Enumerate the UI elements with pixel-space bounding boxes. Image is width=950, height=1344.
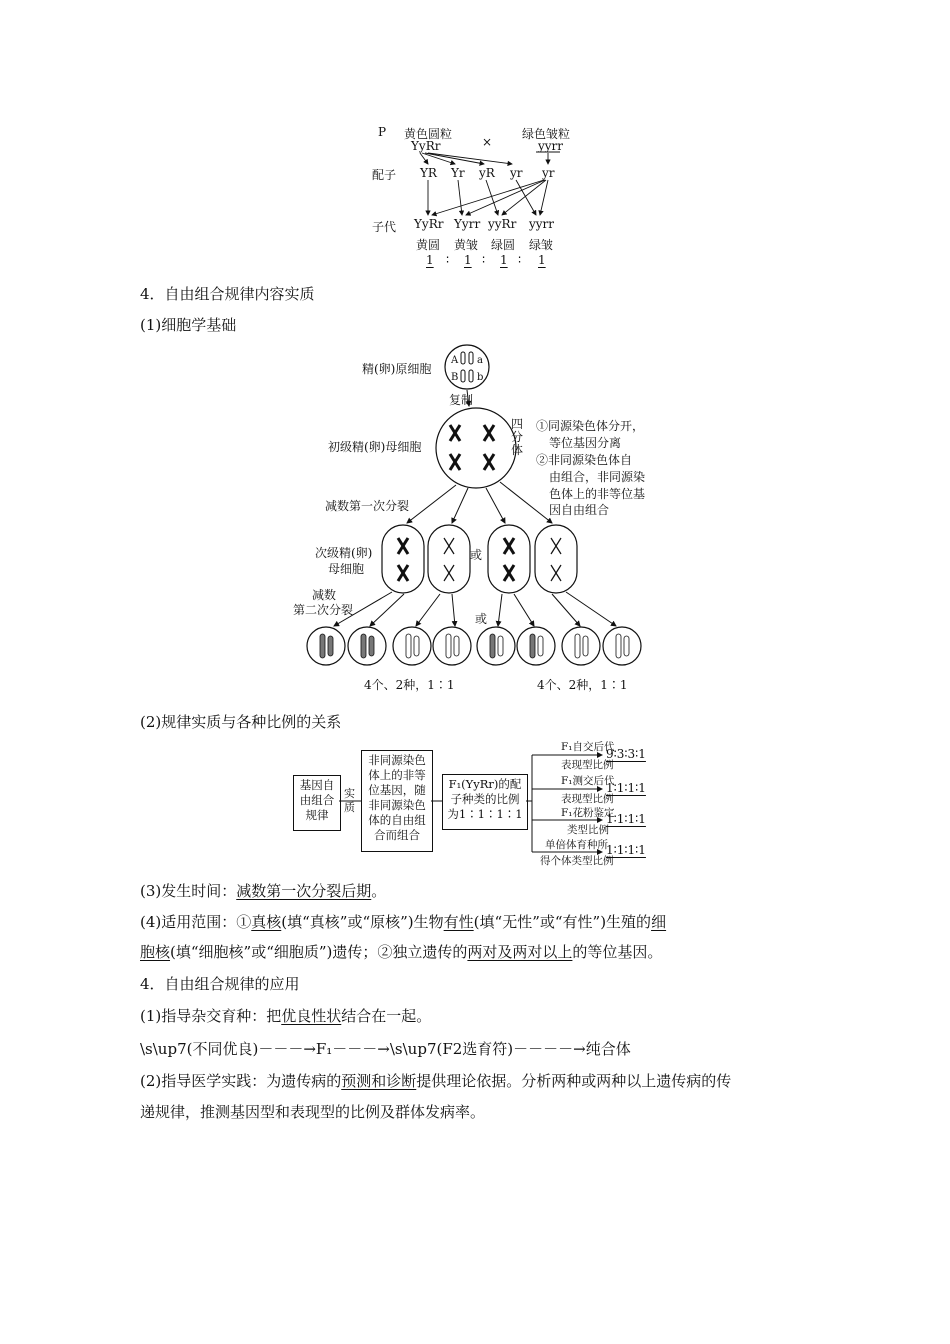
f1-line-2: 子种类的比例 (450, 792, 520, 806)
essence-line-4: 非同源染色 (368, 798, 426, 812)
app2-post: 提供理论依据。分析两种或两种以上遗传病的传 (416, 1072, 732, 1090)
branch-4-bottom: 得个体类型比例 (540, 855, 614, 867)
p3-answer: 减数第一次分裂后期 (236, 882, 372, 900)
app1-answer: 优良性状 (281, 1007, 342, 1025)
essence-char-1: 实 (344, 787, 355, 800)
sub2-title: (2)规律实质与各种比例的关系 (140, 713, 342, 731)
ratio-2: 1 (464, 253, 472, 267)
p4-answer-2: 有性 (443, 913, 474, 931)
branch-1-bottom: 表现型比例 (561, 759, 614, 771)
offspring-yyRr: yyRr (488, 217, 517, 231)
branch-1-top: F₁自交后代 (561, 741, 615, 753)
note-line-5: 色体上的非等位基 (549, 487, 646, 501)
meiosis-drawing (0, 330, 950, 670)
branch-3-ratio: 1∶1∶1∶1 (606, 812, 646, 826)
replicate-label: 复制 (449, 393, 474, 407)
result-right: 4个、2种，1∶1 (537, 678, 628, 692)
phenotype-4: 绿皱 (529, 238, 554, 252)
app2-pre: (2)指导医学实践：为遗传病的 (140, 1072, 342, 1090)
offspring-Yyrr: Yyrr (454, 217, 481, 231)
offspring-YyRr: YyRr (414, 217, 444, 231)
cross-arrows (0, 0, 950, 270)
meiosis2-label-2: 第二次分裂 (293, 603, 354, 617)
branch-1-ratio: 9∶3∶3∶1 (606, 747, 646, 761)
phenotype-3: 绿圆 (491, 238, 516, 252)
meiosis1-label: 减数第一次分裂 (325, 499, 410, 513)
p4-answer-3b: 胞核 (140, 943, 171, 961)
allele-B: B (451, 372, 459, 383)
p3-post: 。 (371, 882, 387, 900)
gamete-label: 配子 (372, 168, 397, 182)
essence-line-1: 非同源染色 (368, 753, 426, 767)
result-left: 4个、2种，1∶1 (364, 678, 455, 692)
section4-title: 4．自由组合规律内容实质 (140, 285, 315, 303)
p4-answer-4: 两对及两对以上 (467, 943, 573, 961)
branch-4-top: 单倍体育种所 (545, 839, 608, 851)
allele-A: A (451, 355, 459, 366)
law-line-3: 规律 (305, 808, 329, 822)
secondary-label-2: 母细胞 (328, 562, 365, 576)
gamete-yR: yR (479, 166, 495, 180)
cross-sign: × (482, 135, 493, 149)
allele-b: b (477, 372, 484, 383)
phenotype-1: 黄圆 (416, 238, 441, 252)
f1-line-1: F₁(YyRr)的配 (448, 777, 522, 791)
app2-answer: 预测和诊断 (341, 1072, 417, 1090)
app1-formula: \s\up7(不同优良)－－－→F₁－－－→\s\up7(F2选育符)－－－－→纯合体 (140, 1040, 631, 1058)
p4-c: (填“无性”或“有性”)生殖的 (473, 913, 652, 931)
note-line-1: ①同源染色体分开， (536, 419, 645, 433)
branch-2-top: F₁测交后代 (561, 775, 615, 787)
p4-d: (填“细胞核”或“细胞质”)遗传；②独立遗传的 (170, 943, 468, 961)
app1-pre: (1)指导杂交育种：把 (140, 1007, 282, 1025)
law-line-2: 由组合 (299, 793, 335, 807)
branch-3-bottom: 类型比例 (567, 824, 609, 836)
essence-line-5: 体的自由组 (368, 813, 426, 827)
branch-3-top: F₁花粉鉴定 (561, 807, 615, 819)
ratio-sep-2: ∶ (482, 253, 486, 267)
ratio-1: 1 (426, 253, 434, 267)
ratio-4: 1 (538, 253, 546, 267)
section4b-title: 4．自由组合规律的应用 (140, 975, 300, 993)
app2-line1 (140, 1070, 731, 1092)
p4-line2 (140, 941, 662, 963)
primary-label: 初级精(卵)母细胞 (328, 440, 422, 454)
note-line-2: 等位基因分离 (549, 436, 622, 450)
flow-lines (0, 740, 950, 870)
tetrad-label: 四分体 (511, 417, 524, 457)
secondary-label-1: 次级精(卵) (315, 546, 373, 560)
essence-line-2: 体上的非等 (368, 768, 426, 782)
ratio-sep-1: ∶ (446, 253, 450, 267)
gamete-YR: YR (420, 166, 437, 180)
p3-pre: (3)发生时间： (140, 882, 237, 900)
offspring-label: 子代 (372, 220, 397, 234)
phenotype-2: 黄皱 (454, 238, 479, 252)
note-line-3: ②非同源染色体自 (536, 453, 633, 467)
essence-char-2: 质 (344, 801, 355, 814)
p4-b: (填“真核”或“原核”)生物 (281, 913, 444, 931)
law-line-1: 基因自 (299, 778, 335, 792)
p4-answer-1: 真核 (251, 913, 282, 931)
app1-post: 结合在一起。 (341, 1007, 432, 1025)
cell-label: 精(卵)原细胞 (362, 362, 432, 376)
gamete-Yr: Yr (451, 166, 465, 180)
or-label-1: 或 (470, 548, 483, 562)
allele-a: a (477, 355, 483, 366)
ratio-3: 1 (500, 253, 508, 267)
parent2-genotype: yyrr (538, 139, 564, 153)
parent1-name: 黄色圆粒 (404, 127, 453, 141)
f1-line-3: 为1∶1∶1∶1 (447, 807, 523, 821)
meiosis2-label-1: 减数 (312, 588, 337, 602)
branch-2-bottom: 表现型比例 (561, 793, 614, 805)
p3 (140, 880, 386, 902)
essence-line-3: 位基因，随 (368, 783, 426, 797)
gamete-yr: yr (510, 166, 523, 180)
note-line-6: 因自由组合 (549, 503, 610, 517)
parent1-genotype: YyRr (411, 139, 441, 153)
branch-2-ratio: 1∶1∶1∶1 (606, 781, 646, 795)
branch-4-ratio: 1∶1∶1∶1 (606, 843, 646, 857)
offspring-yyrr: yyrr (529, 217, 555, 231)
p4-a: (4)适用范围：① (140, 913, 252, 931)
app2-line2: 递规律，推测基因型和表现型的比例及群体发病率。 (140, 1103, 486, 1121)
parent2-name: 绿色皱粒 (522, 127, 571, 141)
gamete2-yr: yr (542, 166, 555, 180)
p4-line1 (140, 911, 666, 933)
ratio-sep-3: ∶ (518, 253, 522, 267)
p-label: P (378, 125, 387, 139)
note-line-4: 由组合，非同源染 (549, 470, 646, 484)
or-label-2: 或 (475, 612, 488, 626)
essence-line-6: 合而组合 (374, 828, 420, 842)
app1 (140, 1005, 431, 1027)
p4-answer-3a: 细 (651, 913, 667, 931)
sub1-title: (1)细胞学基础 (140, 316, 237, 334)
p4-e: 的等位基因。 (572, 943, 663, 961)
